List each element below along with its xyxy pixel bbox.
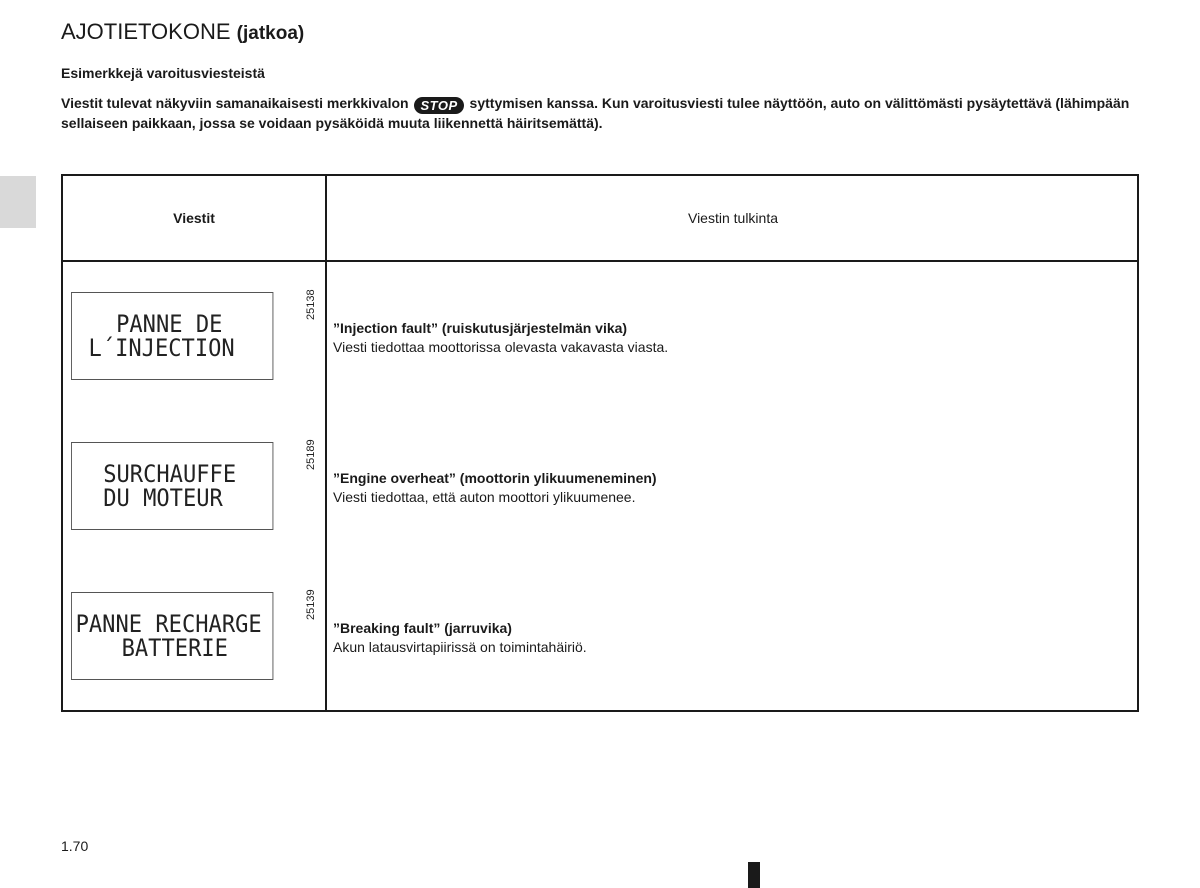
figure-code: 25139 bbox=[305, 589, 317, 620]
dashboard-display-injection bbox=[71, 292, 273, 380]
figure-code: 25138 bbox=[305, 289, 317, 320]
chapter-tab bbox=[0, 176, 36, 228]
message-description: Viesti tiedottaa moottorissa olevasta vakavasta viasta. bbox=[333, 339, 669, 355]
intro-text-after: syttymisen kanssa. Kun varoitusviesti tulee näyttöön, auto on välittömästi pysäytettävä (lähimpään sellaiseen paikkaan, jossa se voidaan pysäköidä muuta liikennettä häiritsemättä). bbox=[61, 95, 1130, 131]
warning-messages-table bbox=[61, 174, 1139, 712]
page-title-suffix: (jatkoa) bbox=[236, 23, 305, 44]
message-interpretation bbox=[333, 319, 668, 357]
message-interpretation bbox=[333, 619, 587, 657]
section-subheading: Esimerkkejä varoitusviesteistä bbox=[61, 65, 265, 81]
message-title: ”Breaking fault” (jarruvika) bbox=[333, 620, 512, 636]
message-interpretation bbox=[333, 469, 657, 507]
page-number: 1.70 bbox=[61, 838, 89, 854]
display-line: L´INJECTION bbox=[88, 334, 235, 362]
display-line: PANNE RECHARGE bbox=[75, 610, 262, 638]
crop-mark bbox=[748, 862, 760, 888]
column-header-messages: Viestit bbox=[173, 210, 215, 226]
display-line: DU MOTEUR bbox=[103, 484, 223, 512]
column-header-interpretation: Viestin tulkinta bbox=[687, 210, 778, 226]
display-line: BATTERIE bbox=[121, 634, 228, 662]
page-title bbox=[61, 19, 304, 45]
display-line: PANNE DE bbox=[116, 310, 223, 338]
page-title-main: AJOTIETOKONE bbox=[61, 19, 231, 44]
dashboard-display-overheat bbox=[71, 442, 273, 530]
message-description: Viesti tiedottaa, että auton moottori ylikuumenee. bbox=[333, 489, 636, 505]
message-title: ”Engine overheat” (moottorin ylikuumeneminen) bbox=[333, 470, 657, 486]
message-description: Akun latausvirtapiirissä on toimintahäiriö. bbox=[333, 639, 587, 655]
table-header-divider bbox=[63, 260, 1137, 262]
intro-paragraph bbox=[61, 94, 1151, 133]
intro-text-before: Viestit tulevat näkyviin samanaikaisesti merkkivalon bbox=[61, 95, 413, 111]
stop-warning-light-icon: STOP bbox=[414, 97, 463, 114]
display-line: SURCHAUFFE bbox=[103, 460, 237, 488]
figure-code: 25189 bbox=[305, 439, 317, 470]
message-title: ”Injection fault” (ruiskutusjärjestelmän vika) bbox=[333, 320, 628, 336]
dashboard-display-battery bbox=[71, 592, 273, 680]
